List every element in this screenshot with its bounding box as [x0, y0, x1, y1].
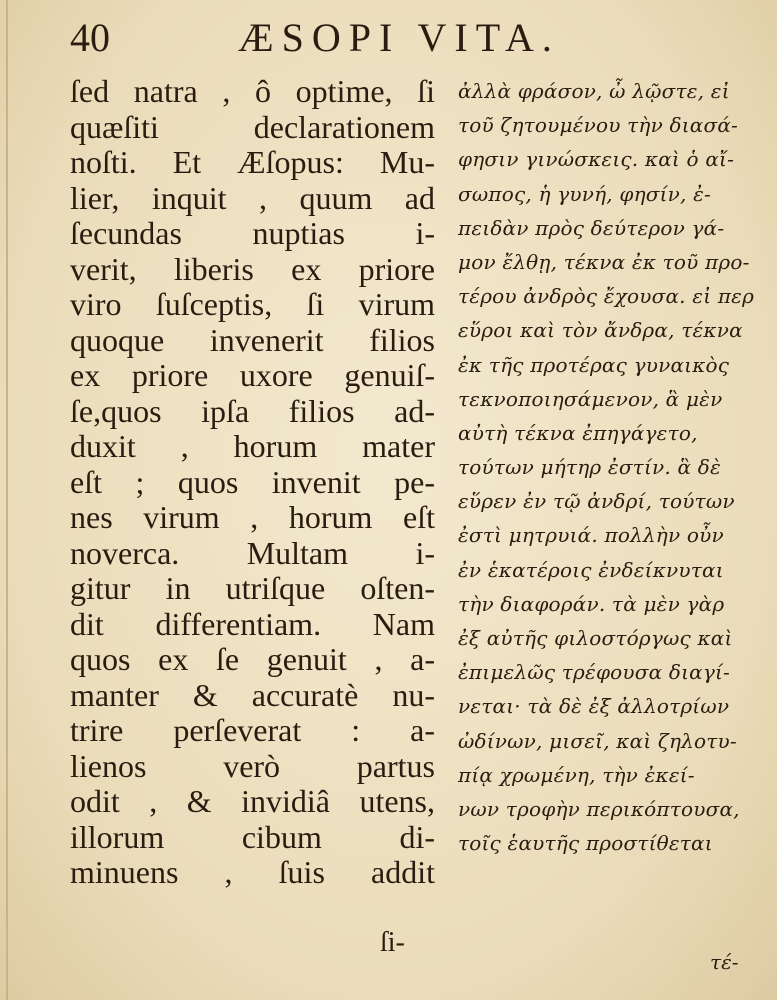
- latin-line: ſecundas nuptias i-: [70, 215, 435, 251]
- greek-line: ἐπιμελῶς τρέφουσα διαγί-: [458, 660, 731, 685]
- greek-line: μον ἔλθῃ, τέκνα ἐκ τοῦ προ-: [458, 249, 750, 274]
- greek-line: τέρου ἀνδρὸς ἔχουσα. εἰ περ: [458, 284, 755, 309]
- latin-line: noverca. Multam i-: [70, 534, 435, 571]
- greek-line: πειδὰν πρὸς δεύτερον γά-: [458, 215, 725, 240]
- latin-line: odit , & invidiâ utens,: [70, 783, 435, 819]
- page-number: 40: [70, 15, 110, 60]
- greek-line: πίᾳ χρωμένη, τὴν ἐκεί-: [458, 762, 695, 787]
- greek-line: ἐστὶ μητρυιά. πολλὴν οὖν: [458, 523, 724, 548]
- latin-line: duxit , horum mater: [70, 428, 435, 464]
- latin-catchword: ſi-: [380, 927, 405, 958]
- greek-line: ἀλλὰ φράσον, ὦ λῷστε, εἰ: [458, 79, 730, 103]
- greek-line: εὕροι καὶ τὸν ἄνδρα, τέκνα: [458, 318, 743, 343]
- latin-line: eſt ; quos invenit pe-: [70, 463, 435, 500]
- greek-line: τὴν διαφοράν. τὰ μὲν γὰρ: [458, 591, 725, 616]
- latin-text-column: [70, 74, 435, 891]
- greek-line: αὐτὴ τέκνα ἐπηγάγετο,: [458, 420, 698, 445]
- running-title: ÆSOPI VITA.: [238, 15, 560, 60]
- greek-line: ἐκ τῆς προτέρας γυναικὸς: [458, 352, 730, 377]
- latin-line: nes virum , horum eſt: [70, 499, 435, 535]
- latin-line: quos ex ſe genuit , a-: [70, 641, 435, 677]
- greek-line: τεκνοποιησάμενον, ἃ μὲν: [458, 386, 723, 411]
- greek-line: τούτων μήτηρ ἐστίν. ἃ δὲ: [458, 455, 721, 480]
- greek-line: τοῦ ζητουμένου τὴν διασά-: [458, 113, 739, 138]
- greek-line: εὕρεν ἐν τῷ ἀνδρί, τούτων: [458, 489, 735, 514]
- latin-line: ſe,quos ipſa filios ad-: [70, 392, 435, 429]
- latin-line: verit, liberis ex priore: [70, 250, 435, 287]
- latin-line: gitur in utriſque oſten-: [70, 570, 435, 606]
- greek-text-column: [458, 74, 768, 860]
- latin-line: minuens , ſuis addit: [70, 854, 435, 890]
- latin-line: illorum cibum di-: [70, 818, 435, 855]
- latin-line: manter & accuratè nu-: [70, 676, 435, 713]
- greek-line: σωπος, ἡ γυνή, φησίν, ἐ-: [458, 181, 712, 206]
- greek-line: νων τροφὴν περικόπτουσα,: [458, 796, 740, 821]
- latin-line: trire perſeverat : a-: [70, 712, 435, 748]
- latin-line: lier, inquit , quum ad: [70, 179, 435, 216]
- greek-line: φησιν γινώσκεις. καὶ ὁ αἴ-: [458, 147, 735, 172]
- running-head: [70, 14, 710, 74]
- page-gutter-edge: [6, 0, 8, 1000]
- greek-catchword: τέ-: [710, 950, 739, 974]
- latin-line: ſed natra , ô optime, ſi: [70, 73, 435, 109]
- greek-line: ἐν ἑκατέροις ἐνδείκνυται: [458, 557, 724, 582]
- latin-line: noſti. Et Æſopus: Mu-: [70, 144, 435, 180]
- latin-line: dit differentiam. Nam: [70, 605, 435, 642]
- greek-line: ἐξ αὐτῆς φιλοστόργως καὶ: [458, 626, 733, 650]
- latin-line: quoque invenerit filios: [70, 321, 435, 358]
- latin-line: viro ſuſceptis, ſi virum: [70, 286, 435, 322]
- latin-line: ex priore uxore genuiſ-: [70, 357, 435, 393]
- latin-line: lienos verò partus: [70, 747, 435, 784]
- greek-line: τοῖς ἑαυτῆς προστίθεται: [458, 831, 713, 856]
- greek-line: νεται· τὰ δὲ ἐξ ἀλλοτρίων: [458, 694, 730, 719]
- greek-line: ὠδίνων, μισεῖ, καὶ ζηλοτυ-: [458, 728, 737, 753]
- latin-line: quæſiti declarationem: [70, 108, 435, 145]
